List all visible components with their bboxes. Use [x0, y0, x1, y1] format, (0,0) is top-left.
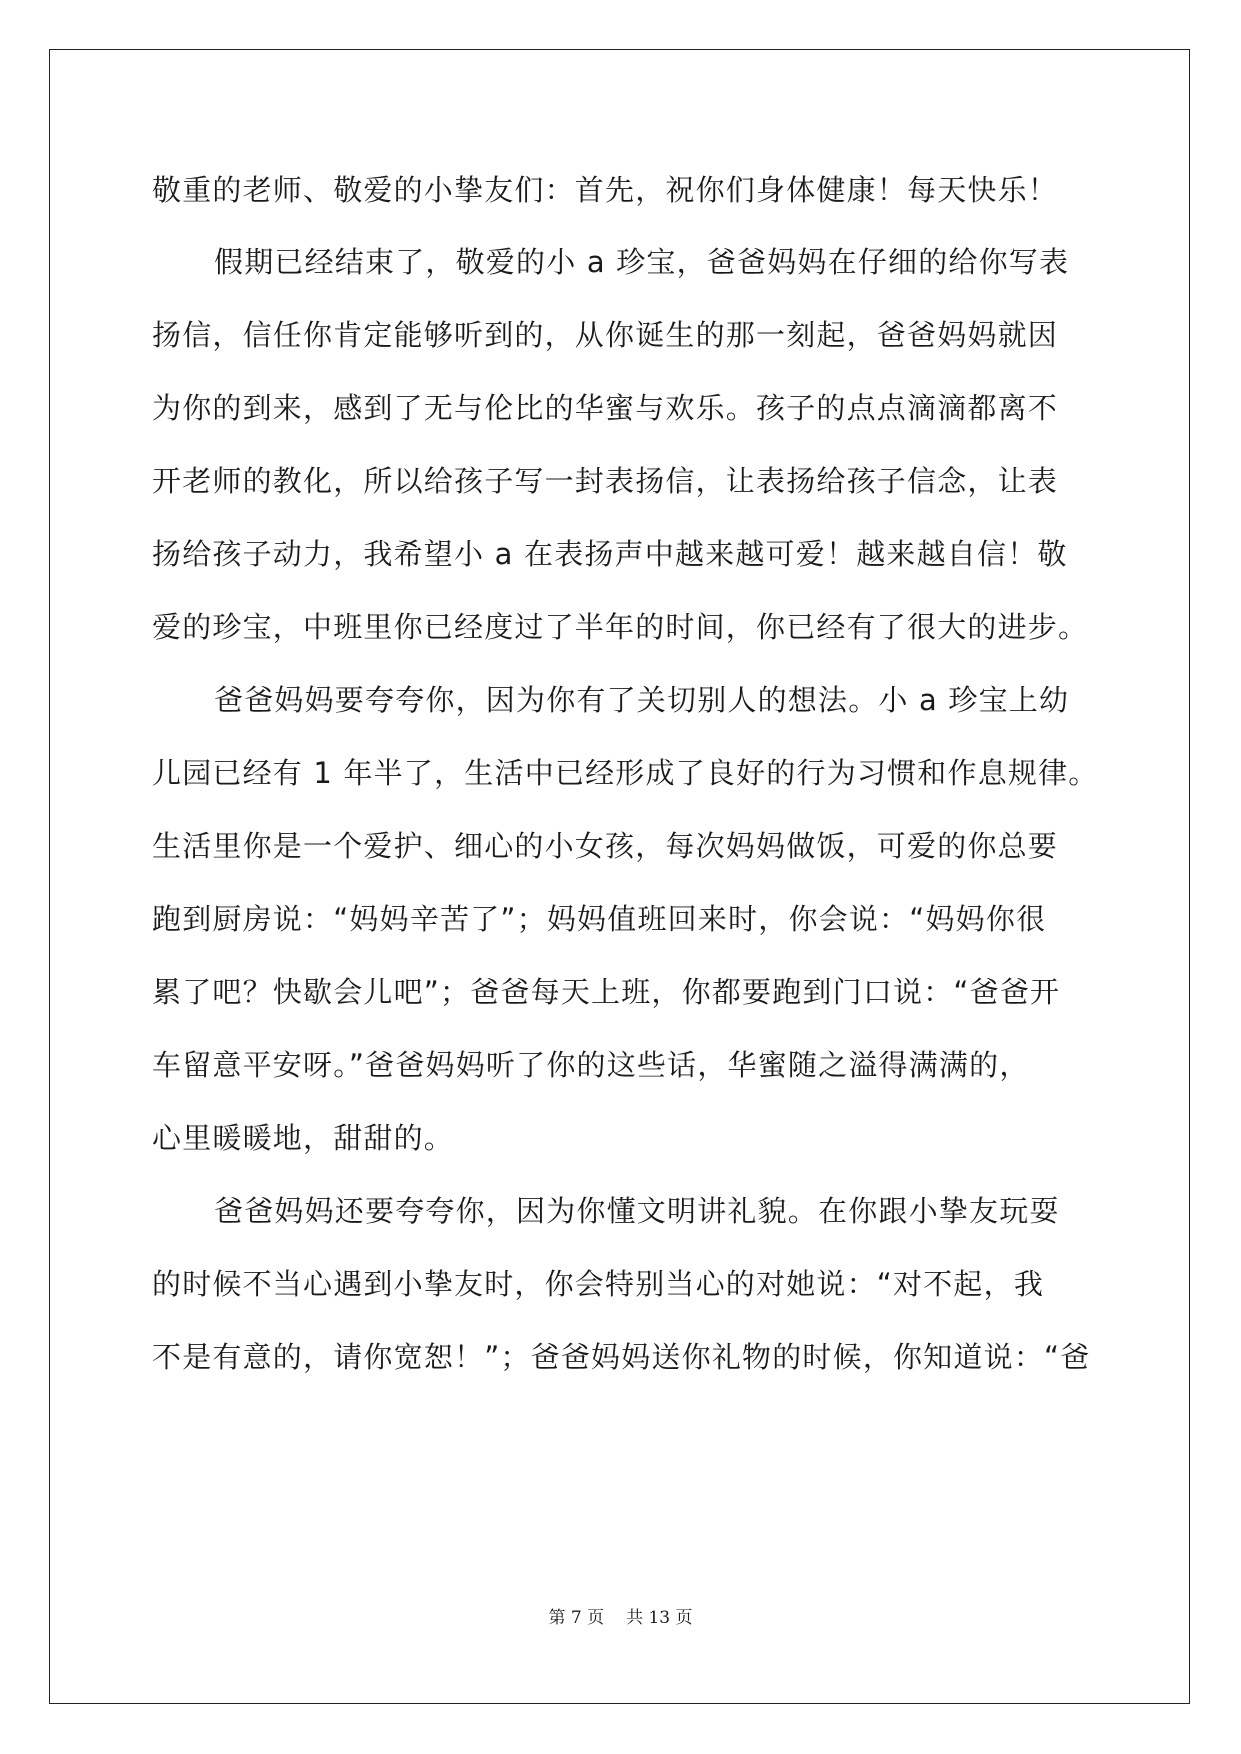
- text-line: 车留意平安呀。”爸爸妈妈听了你的这些话，华蜜随之溢得满满的，: [152, 1048, 1030, 1082]
- paragraph-start-line: 假期已经结束了，敬爱的小 a 珍宝，爸爸妈妈在仔细的给你写表: [214, 245, 1070, 279]
- text-line: 累了吧？快歇会儿吧”；爸爸每天上班，你都要跑到门口说：“爸爸开: [152, 975, 1061, 1009]
- text-line: 爱的珍宝，中班里你已经度过了半年的时间，你已经有了很大的进步。: [152, 610, 1089, 644]
- text-line: 生活里你是一个爱护、细心的小女孩，每次妈妈做饭，可爱的你总要: [152, 829, 1059, 863]
- page-border: [49, 49, 1190, 1704]
- text-line: 敬重的老师、敬爱的小挚友们：首先，祝你们身体健康！每天快乐！: [152, 173, 1059, 207]
- text-line: 的时候不当心遇到小挚友时，你会特别当心的对她说：“对不起，我: [152, 1267, 1045, 1301]
- page-footer: [0, 1603, 1241, 1628]
- text-line: 扬给孩子动力，我希望小 a 在表扬声中越来越可爱！越来越自信！敬: [152, 537, 1068, 571]
- text-line: 为你的到来，感到了无与伦比的华蜜与欢乐。孩子的点点滴滴都离不: [152, 391, 1059, 425]
- text-line: 心里暖暖地，甜甜的。: [152, 1121, 455, 1155]
- page-number-total: 共 13 页: [626, 1608, 693, 1628]
- paragraph-start-line: 爸爸妈妈要夸夸你，因为你有了关切别人的想法。小 a 珍宝上幼: [214, 683, 1070, 717]
- text-line: 跑到厨房说：“妈妈辛苦了”；妈妈值班回来时，你会说：“妈妈你很: [152, 902, 1047, 936]
- text-line: 扬信，信任你肯定能够听到的，从你诞生的那一刻起，爸爸妈妈就因: [152, 318, 1059, 352]
- paragraph-start-line: 爸爸妈妈还要夸夸你，因为你懂文明讲礼貌。在你跟小挚友玩耍: [214, 1194, 1060, 1228]
- text-line: 儿园已经有 1 年半了，生活中已经形成了良好的行为习惯和作息规律。: [152, 756, 1099, 790]
- text-line: 开老师的教化，所以给孩子写一封表扬信，让表扬给孩子信念，让表: [152, 464, 1059, 498]
- page-number-current: 第 7 页: [548, 1608, 605, 1628]
- text-line: 不是有意的，请你宽恕！”；爸爸妈妈送你礼物的时候，你知道说：“爸: [152, 1340, 1091, 1374]
